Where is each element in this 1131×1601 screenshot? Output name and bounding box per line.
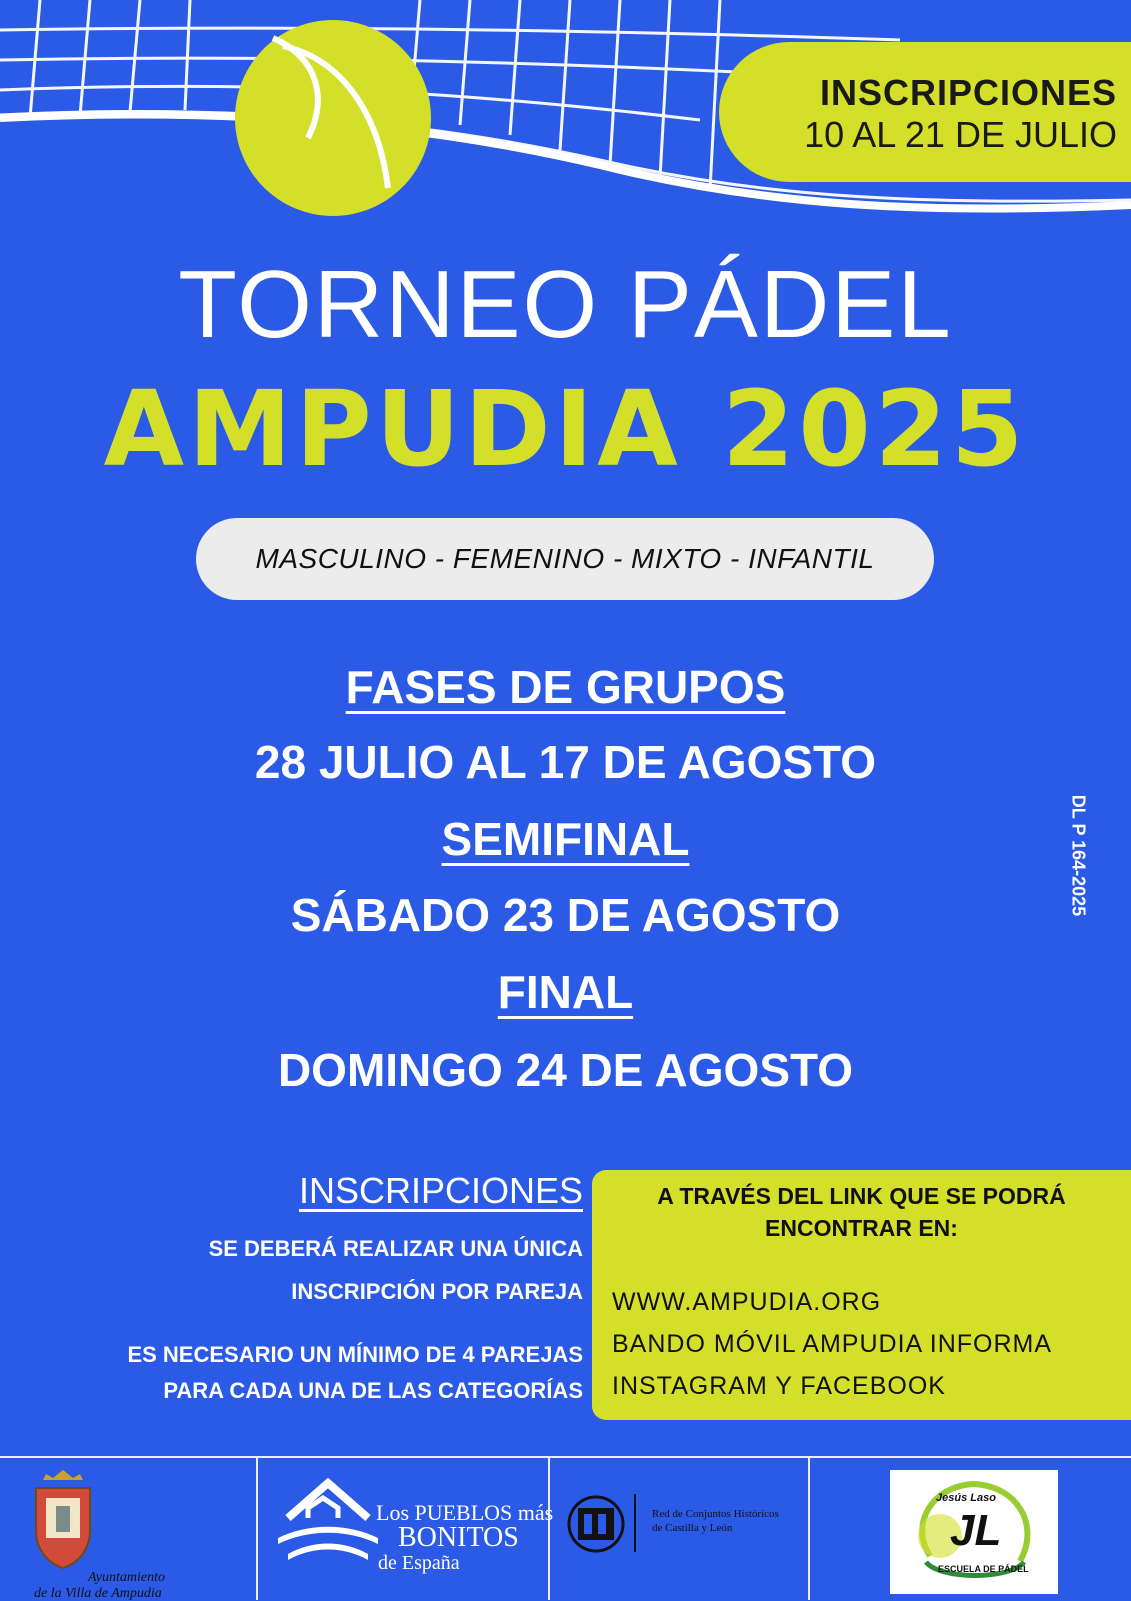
footer-separator: [256, 1456, 258, 1600]
rule-2-line-2: PARA CADA UNA DE LAS CATEGORÍAS: [163, 1378, 583, 1403]
red-conjuntos-historicos-icon: [566, 1494, 626, 1554]
ayuntamiento-line-2: de la Villa de Ampudia: [34, 1586, 162, 1601]
channel-website[interactable]: WWW.AMPUDIA.ORG: [612, 1288, 882, 1316]
phase-semifinal-date: SÁBADO 23 DE AGOSTO: [290, 889, 841, 941]
link-heading-line-1: A TRAVÉS DEL LINK QUE SE PODRÁ: [657, 1183, 1066, 1209]
pueblos-bonitos-logo-icon: [278, 1478, 378, 1568]
title-line-1: TORNEO PÁDEL: [178, 251, 953, 358]
channel-bando-movil: BANDO MÓVIL AMPUDIA INFORMA: [612, 1330, 1053, 1358]
registration-dates-banner: [719, 42, 1131, 182]
tennis-ball-icon: [228, 18, 438, 218]
escuela-initials: JL: [950, 1506, 1002, 1555]
escuela-padel-logo: [890, 1470, 1058, 1594]
red-divider: [634, 1494, 636, 1552]
rule-1-line-1: SE DEBERÁ REALIZAR UNA ÚNICA: [208, 1236, 583, 1261]
pueblos-line-3: de España: [378, 1552, 460, 1574]
phase-semifinal: SEMIFINAL: [441, 813, 690, 865]
registration-heading: INSCRIPCIONES: [298, 1170, 583, 1211]
title-line-2: AMPUDIA 2025: [103, 368, 1028, 490]
registration-label: INSCRIPCIONES: [819, 72, 1117, 113]
rule-1-line-2: INSCRIPCIÓN POR PAREJA: [291, 1279, 583, 1304]
registration-dates: 10 AL 21 DE JULIO: [804, 114, 1117, 155]
footer-separator: [808, 1456, 810, 1600]
footer-divider: [0, 1456, 1131, 1458]
link-info-box: [592, 1170, 1131, 1420]
escuela-name: Jesús Laso: [936, 1492, 996, 1504]
phase-final: FINAL: [497, 966, 634, 1018]
ayuntamiento-line-1: Ayuntamiento: [88, 1570, 165, 1585]
channel-social: INSTAGRAM Y FACEBOOK: [612, 1372, 946, 1400]
red-line-1: Red de Conjuntos Históricos: [652, 1508, 779, 1520]
phase-groups: FASES DE GRUPOS: [345, 661, 786, 713]
pueblos-line-1: Los PUEBLOS más: [376, 1500, 554, 1525]
escuela-sub: ESCUELA DE PÁDEL: [938, 1564, 1029, 1574]
pueblos-line-2: BONITOS: [398, 1522, 519, 1553]
legal-deposit: DL P 164-2025: [1068, 794, 1089, 917]
phase-final-date: DOMINGO 24 DE AGOSTO: [277, 1044, 854, 1096]
ampudia-coat-of-arms-icon: [28, 1470, 98, 1570]
categories-pill: MASCULINO - FEMENINO - MIXTO - INFANTIL: [196, 518, 934, 600]
red-line-2: de Castilla y León: [652, 1522, 733, 1534]
phase-groups-date: 28 JULIO AL 17 DE AGOSTO: [254, 736, 877, 788]
rule-2-line-1: ES NECESARIO UN MÍNIMO DE 4 PAREJAS: [127, 1342, 583, 1367]
footer-separator: [548, 1456, 550, 1600]
link-heading-line-2: ENCONTRAR EN:: [765, 1215, 958, 1241]
